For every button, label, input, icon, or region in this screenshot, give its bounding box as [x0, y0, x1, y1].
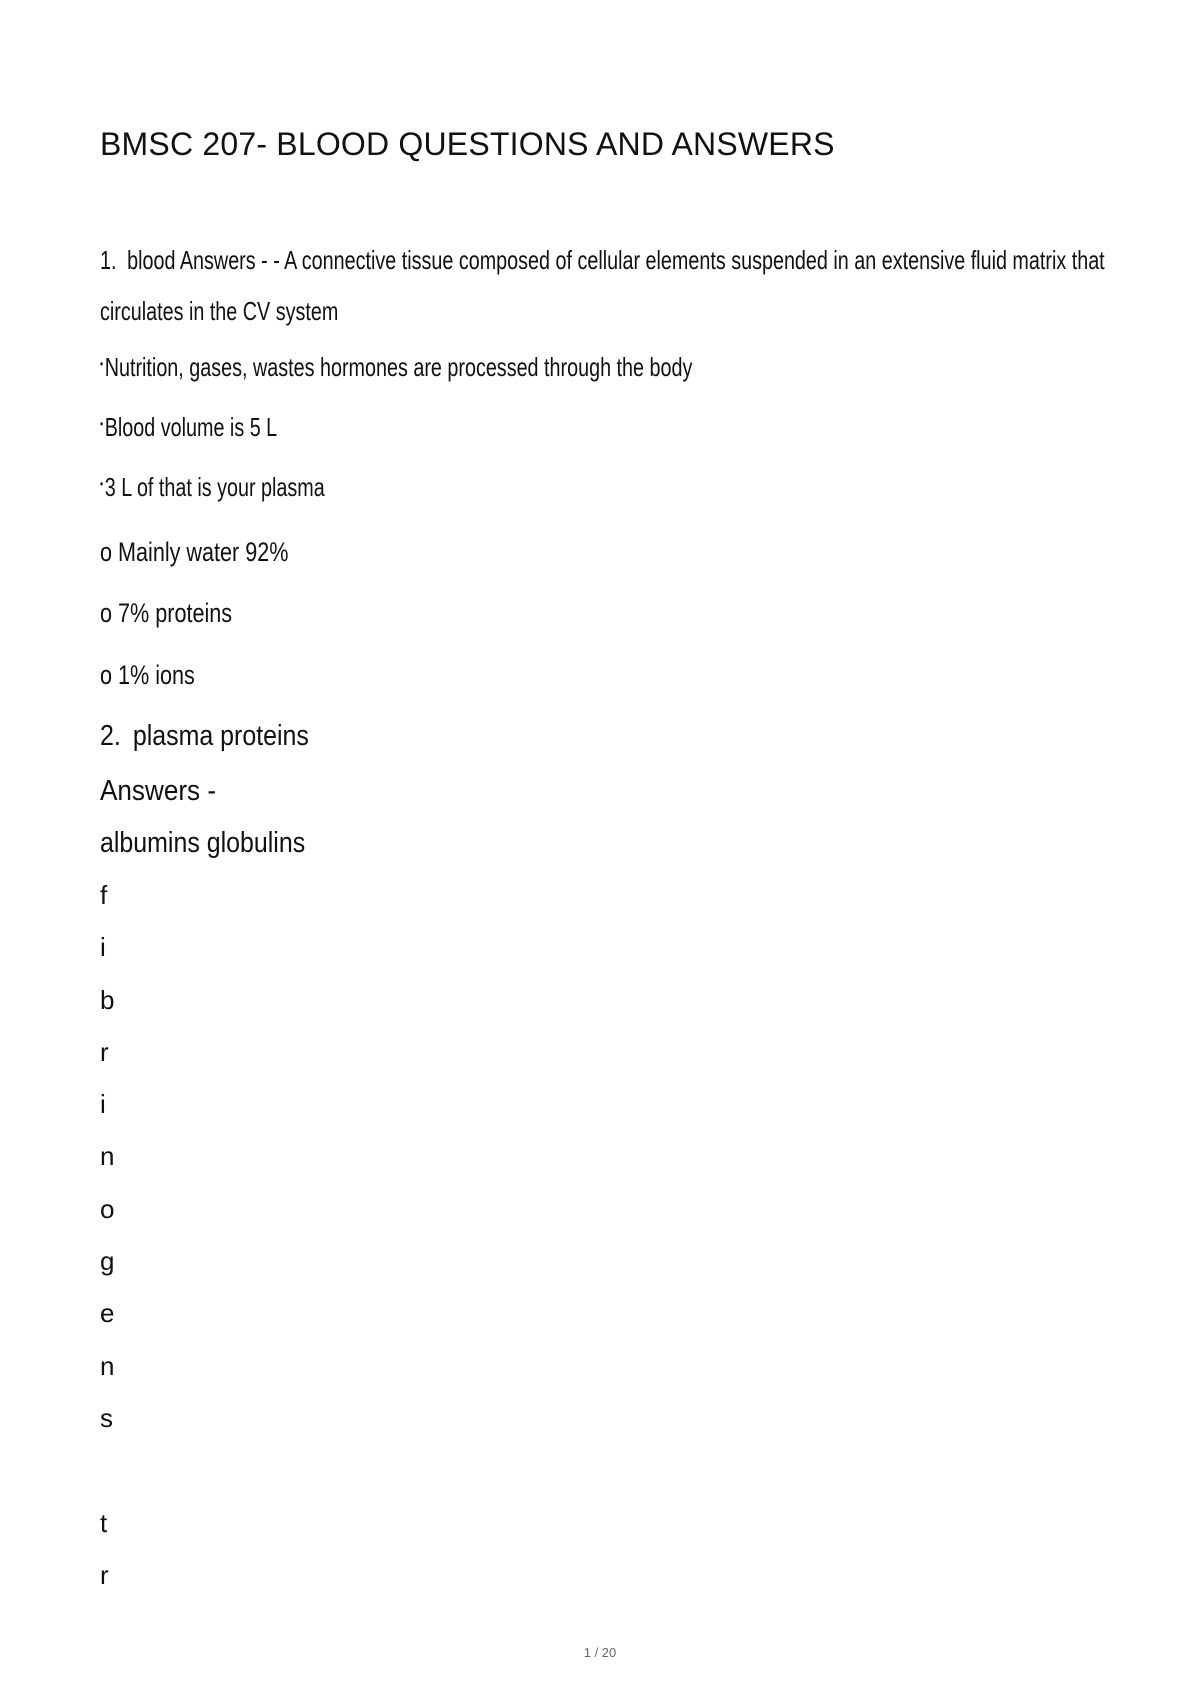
- letter-item: o: [100, 1193, 115, 1224]
- sub-bullet-item: o 1% ions: [100, 660, 195, 690]
- question-2-number: 2.: [100, 720, 121, 752]
- document-title: BMSC 207- BLOOD QUESTIONS AND ANSWERS: [100, 126, 835, 162]
- answers-label: Answers -: [100, 775, 217, 807]
- bullet-marker: •: [100, 477, 104, 491]
- letter-item: e: [100, 1298, 115, 1329]
- question-2-text: plasma proteins: [132, 720, 309, 752]
- bullet-item: •Nutrition, gases, wastes hormones are processed through the body: [100, 352, 693, 382]
- letter-item: n: [100, 1141, 115, 1172]
- bullet-marker: •: [100, 357, 104, 371]
- question-1-text: blood Answers - - A connective tissue composed of cellular elements suspended in an extensive fluid matrix that: [127, 245, 1105, 275]
- letter-item: n: [100, 1350, 115, 1381]
- letter-item: b: [100, 984, 115, 1015]
- question-1-line-1: [100, 245, 1105, 276]
- question-1-number: 1.: [100, 245, 117, 275]
- letter-item: r: [100, 1036, 109, 1067]
- letter-item: r: [100, 1559, 109, 1590]
- question-2-line: [100, 720, 309, 753]
- question-1-line-2: circulates in the CV system: [100, 296, 339, 326]
- page-number: 1 / 20: [583, 1645, 617, 1660]
- letter-item: g: [100, 1246, 115, 1277]
- letter-item: i: [100, 1089, 106, 1120]
- bullet-marker: •: [100, 417, 104, 431]
- vertical-letter-list: [100, 880, 114, 1612]
- bullet-item: •Blood volume is 5 L: [100, 412, 278, 442]
- sub-bullet-item: o 7% proteins: [100, 598, 233, 628]
- letter-item: t: [100, 1507, 108, 1538]
- letter-item: s: [100, 1402, 113, 1433]
- bullet-item: •3 L of that is your plasma: [100, 472, 325, 502]
- letter-item: i: [100, 932, 106, 963]
- letter-item: [100, 1455, 114, 1507]
- sub-bullet-item: o Mainly water 92%: [100, 537, 289, 567]
- answer-line: albumins globulins: [100, 827, 306, 859]
- letter-item: f: [100, 880, 108, 910]
